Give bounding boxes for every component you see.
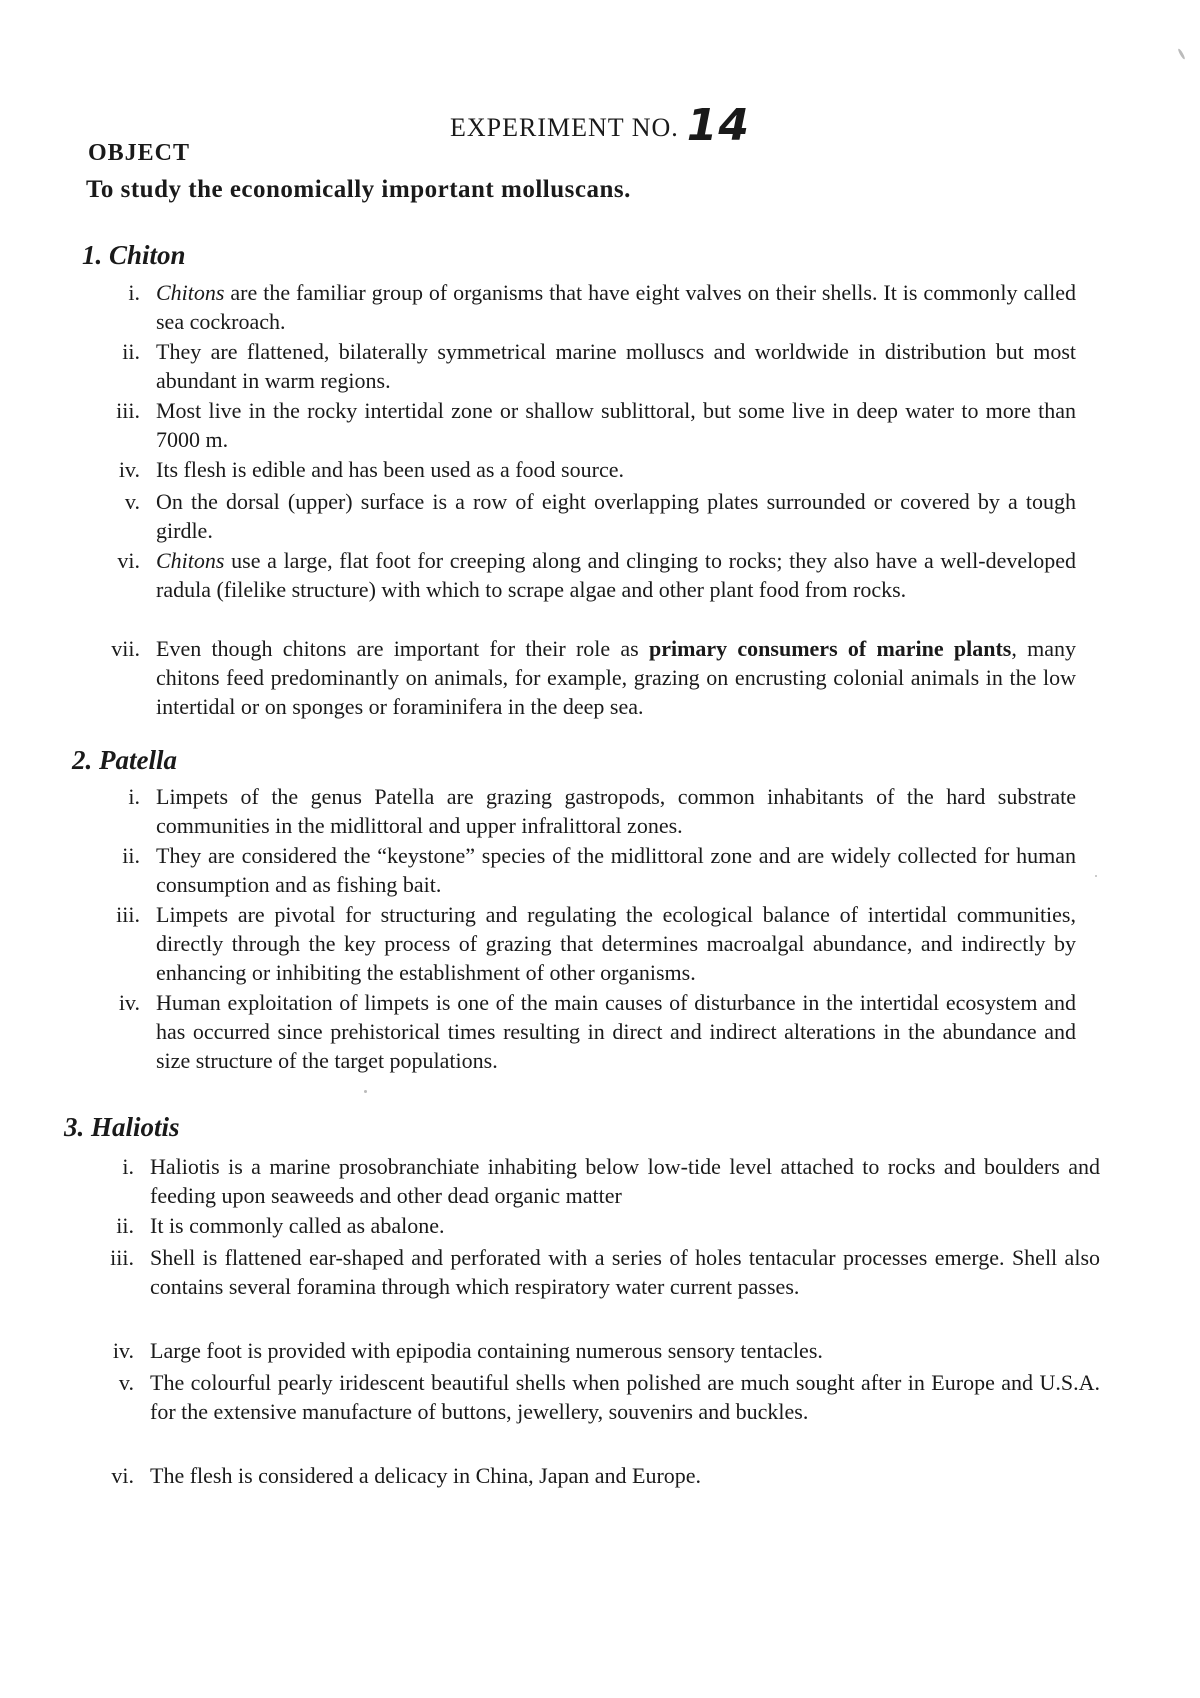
item-numeral: iii. bbox=[116, 902, 140, 927]
item-text: Human exploitation of limpets is one of the main causes of disturbance in the intertidal ecosystem and has occurred since prehistorical times resulting in direct and indirect alterations in the abundance and size structure of the target populations. bbox=[156, 990, 1076, 1073]
item-text: Haliotis is a marine prosobranchiate inhabiting below low-tide level attached to rocks and boulders and feeding upon seaweeds and other dead organic matter bbox=[150, 1154, 1100, 1208]
item-numeral: ii. bbox=[122, 843, 140, 868]
item-text: Large foot is provided with epipodia containing numerous sensory tentacles. bbox=[150, 1338, 823, 1363]
item-numeral: v. bbox=[118, 1370, 134, 1395]
section-title: 3. Haliotis bbox=[64, 1112, 180, 1142]
item-numeral: vi. bbox=[111, 1463, 134, 1488]
section-title: 2. Patella bbox=[72, 745, 177, 775]
item-text: They are flattened, bilaterally symmetrical marine molluscs and worldwide in distribution but most abundant in warm regions. bbox=[156, 339, 1076, 393]
item-body: use a large, flat foot for creeping along and clinging to rocks; they also have a well-developed radula (filelike structure) with which to scrape algae and other plant food from rocks. bbox=[156, 548, 1076, 602]
item-numeral: ii. bbox=[122, 339, 140, 364]
item-numeral: v. bbox=[124, 489, 140, 514]
scan-speck bbox=[1095, 875, 1097, 877]
section-title: 1. Chiton bbox=[82, 240, 186, 270]
item-text: It is commonly called as abalone. bbox=[150, 1213, 445, 1238]
item-numeral: iv. bbox=[112, 1338, 134, 1363]
item-text: On the dorsal (upper) surface is a row of eight overlapping plates surrounded or covered by a tough girdle. bbox=[156, 489, 1076, 543]
item-numeral: vi. bbox=[117, 548, 140, 573]
item-body-pre: Even though chitons are important for their role as bbox=[156, 636, 649, 661]
item-text bbox=[156, 546, 1076, 604]
scan-speck bbox=[364, 1090, 367, 1093]
experiment-title bbox=[450, 100, 750, 151]
item-text: Shell is flattened ear-shaped and perforated with a series of holes tentacular processes emerge. Shell also contains several foramina through which respiratory water current passes. bbox=[150, 1245, 1100, 1299]
item-numeral: iv. bbox=[118, 457, 140, 482]
item-numeral: i. bbox=[122, 1154, 134, 1179]
item-emphasis: Chitons bbox=[156, 548, 225, 573]
item-numeral: i. bbox=[128, 280, 140, 305]
item-numeral: iv. bbox=[118, 990, 140, 1015]
item-text bbox=[156, 634, 1076, 721]
item-numeral: i. bbox=[128, 784, 140, 809]
item-text: Most live in the rocky intertidal zone or shallow sublittoral, but some live in deep water to more than 7000 m. bbox=[156, 398, 1076, 452]
item-body: are the familiar group of organisms that have eight valves on their shells. It is commonly called sea cockroach. bbox=[156, 280, 1076, 334]
item-body: , many chitons feed predominantly on animals, for example, grazing on encrusting colonial animals in the low intertidal or on sponges or foraminifera in the deep sea. bbox=[156, 636, 1076, 719]
object-statement: To study the economically important molluscans. bbox=[86, 176, 631, 203]
item-strong: primary consumers of marine plants bbox=[648, 636, 1012, 661]
item-numeral: ii. bbox=[116, 1213, 134, 1238]
item-text: Limpets of the genus Patella are grazing gastropods, common inhabitants of the hard substrate communities in the midlittoral and upper infralittoral zones. bbox=[156, 784, 1076, 838]
item-text: The colourful pearly iridescent beautiful shells when polished are much sought after in Europe and U.S.A. for the extensive manufacture of buttons, jewellery, souvenirs and buckles. bbox=[150, 1370, 1100, 1424]
item-text: They are considered the “keystone” species of the midlittoral zone and are widely collected for human consumption and as fishing bait. bbox=[156, 843, 1076, 897]
item-emphasis: Chitons bbox=[156, 280, 225, 305]
experiment-title-label: EXPERIMENT NO. bbox=[450, 113, 679, 142]
item-text: The flesh is considered a delicacy in China, Japan and Europe. bbox=[150, 1463, 702, 1488]
item-numeral: iii. bbox=[116, 398, 140, 423]
item-numeral: vii. bbox=[111, 636, 140, 661]
item-numeral: iii. bbox=[110, 1245, 134, 1270]
item-text bbox=[156, 278, 1076, 336]
scan-speck bbox=[1177, 48, 1186, 60]
object-heading: OBJECT bbox=[88, 140, 191, 166]
experiment-number: 14 bbox=[686, 100, 750, 151]
item-text: Its flesh is edible and has been used as a food source. bbox=[156, 457, 624, 482]
item-text: Limpets are pivotal for structuring and regulating the ecological balance of intertidal communities, directly through the key process of grazing that determines macroalgal abundance, and indirectly by enhancing or inhibiting the establishment of other organisms. bbox=[156, 902, 1076, 985]
